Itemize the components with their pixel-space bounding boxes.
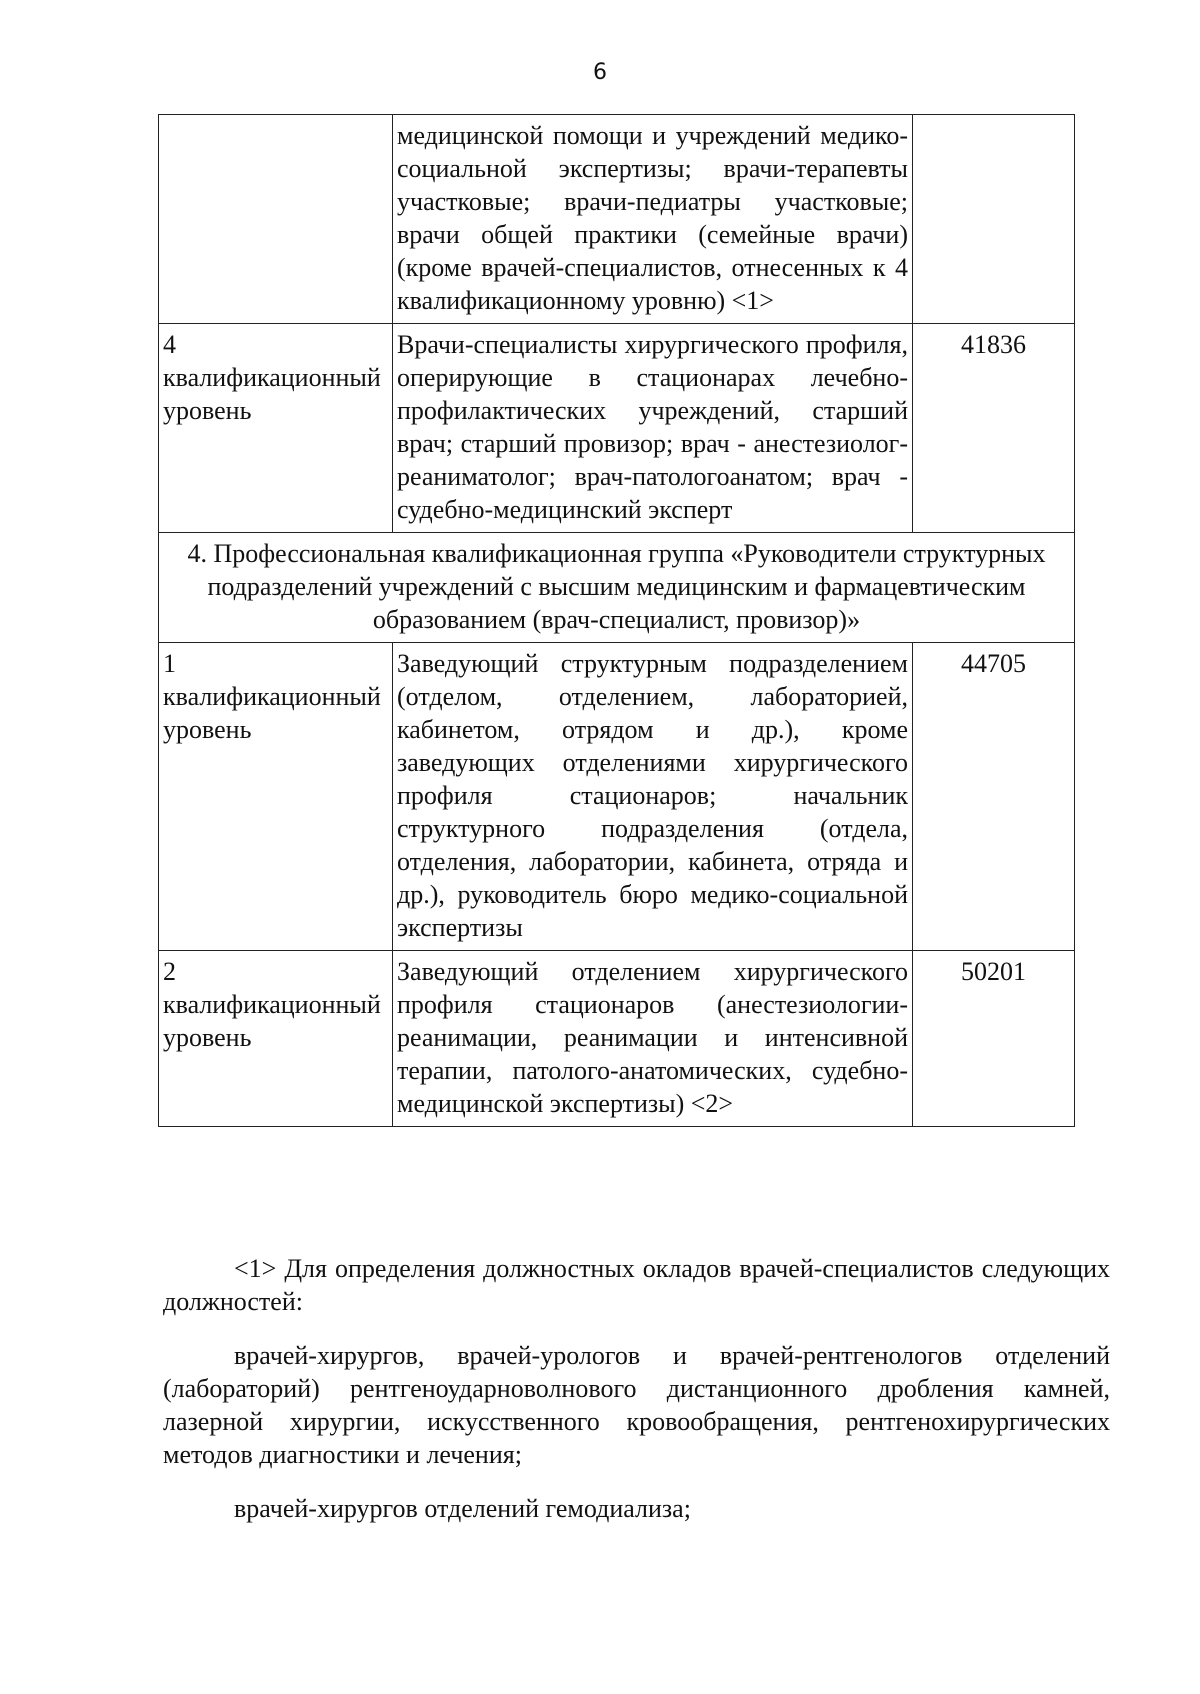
level-word: квалификационный <box>163 990 381 1019</box>
table-row <box>159 324 1075 533</box>
footnote-paragraph: врачей-хирургов отделений гемодиализа; <box>234 1494 691 1523</box>
group-header-row <box>159 533 1075 643</box>
level-cell <box>159 324 393 533</box>
level-word: квалификационный <box>163 682 381 711</box>
level-unit: уровень <box>163 396 252 425</box>
level-number: 2 <box>163 957 176 986</box>
group-header: 4. Профессиональная квалификационная группа «Руководители структурных подразделений учреждений с высшим медицинским и фармацевтическим образованием (врач-специалист, провизор)» <box>159 533 1075 643</box>
footnotes <box>163 1252 1110 1546</box>
table-row <box>159 643 1075 951</box>
level-cell <box>159 951 393 1127</box>
footnote-paragraph: врачей-хирургов, врачей-урологов и врачей-рентгенологов отделений (лабораторий) рентгеноударноволнового дистанционного дробления камней, лазерной хирургии, искусственного кровообращения, рентгенохирургических методов диагностики и лечения; <box>163 1341 1110 1469</box>
table-row <box>159 951 1075 1127</box>
footnote-paragraph: <1> Для определения должностных окладов врачей-специалистов следующих должностей: <box>163 1254 1110 1316</box>
description-cell: Заведующий отделением хирургического профиля стационаров (анестезиологии-реанимации, реанимации и интенсивной терапии, патолого-анатомических, судебно-медицинской экспертизы) <2> <box>393 951 913 1127</box>
level-number: 1 <box>163 649 176 678</box>
salary-cell: 44705 <box>913 643 1075 951</box>
level-word: квалификационный <box>163 363 381 392</box>
level-cell <box>159 115 393 324</box>
salary-cell: 41836 <box>913 324 1075 533</box>
salary-cell <box>913 115 1075 324</box>
salary-cell: 50201 <box>913 951 1075 1127</box>
level-unit: уровень <box>163 1023 252 1052</box>
description-cell: Заведующий структурным подразделением (отделом, отделением, лабораторией, кабинетом, отрядом и др.), кроме заведующих отделениями хирургического профиля стационаров; начальник структурного подразделения (отдела, отделения, лаборатории, кабинета, отряда и др.), руководитель бюро медико-социальной экспертизы <box>393 643 913 951</box>
salary-table <box>158 114 1075 1127</box>
table-row <box>159 115 1075 324</box>
page-number: 6 <box>593 60 607 85</box>
description-cell: Врачи-специалисты хирургического профиля, оперирующие в стационарах лечебно-профилактических учреждений, старший врач; старший провизор; врач - анестезиолог-реаниматолог; врач-патологоанатом; врач - судебно-медицинский эксперт <box>393 324 913 533</box>
level-unit: уровень <box>163 715 252 744</box>
description-cell: медицинской помощи и учреждений медико-социальной экспертизы; врачи-терапевты участковые; врачи-педиатры участковые; врачи общей практики (семейные врачи) (кроме врачей-специалистов, отнесенных к 4 квалификационному уровню) <1> <box>393 115 913 324</box>
level-cell <box>159 643 393 951</box>
level-number: 4 <box>163 330 176 359</box>
